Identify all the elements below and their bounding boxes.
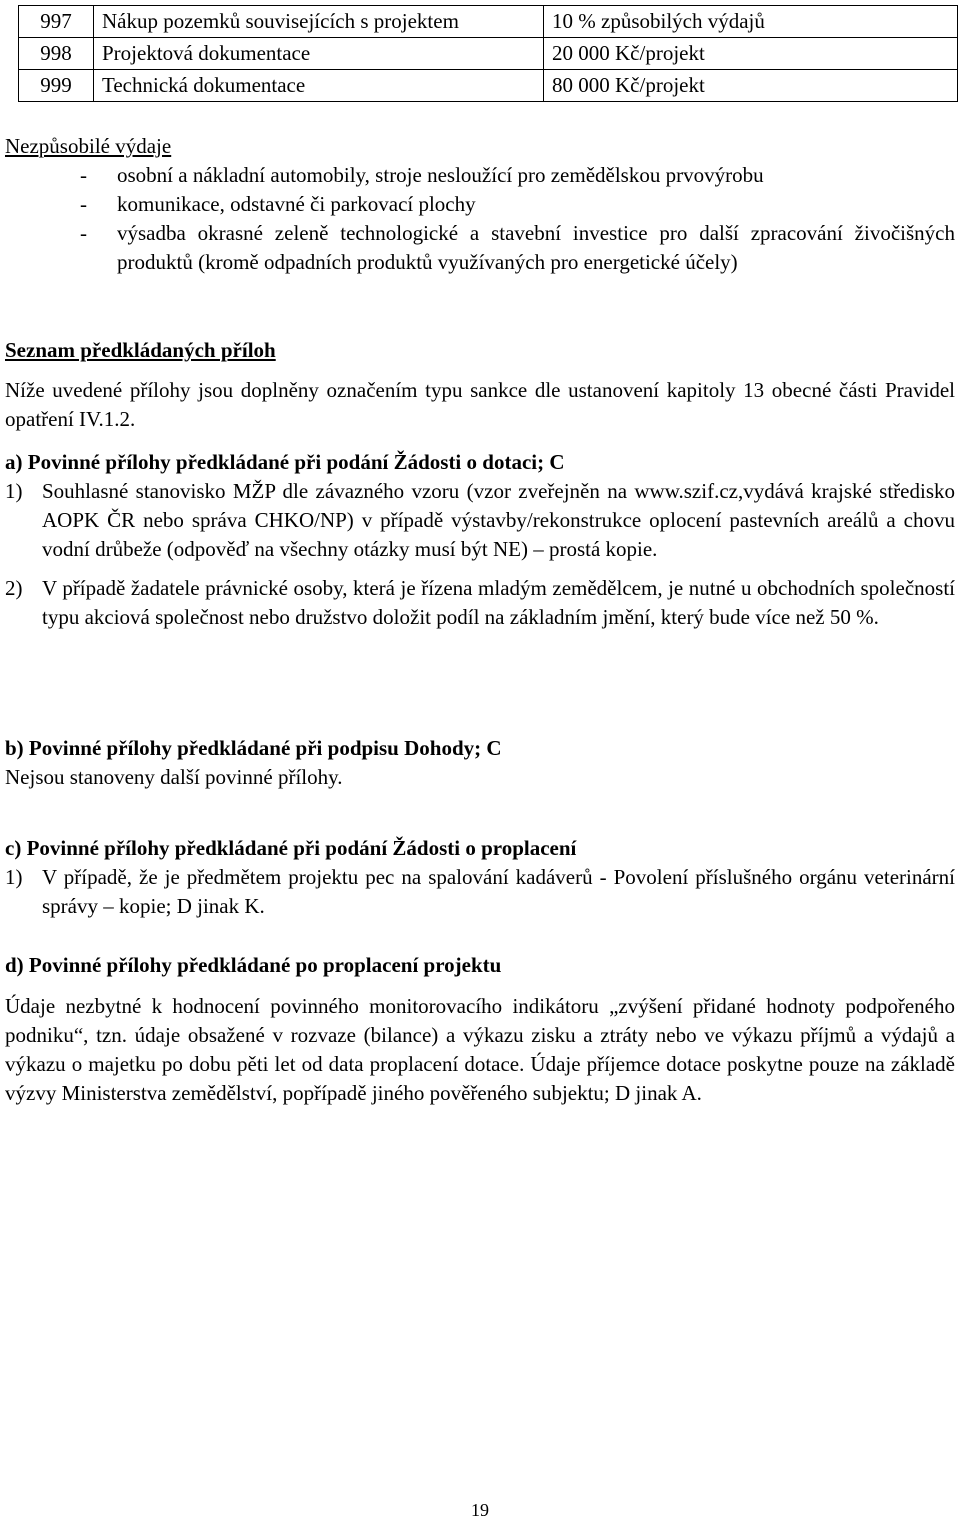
name-cell: Projektová dokumentace: [94, 38, 544, 70]
item-number: 1): [5, 479, 23, 503]
item-text: V případě žadatele právnické osoby, která je řízena mladým zemědělcem, je nutné u obchodních společností typu akciová společnost nebo družstvo doložit podíl na základním jmění, který bude více než 50 %.: [42, 576, 955, 629]
attachments-heading: Seznam předkládaných příloh: [5, 338, 276, 362]
name-cell: Technická dokumentace: [94, 70, 544, 102]
section-b: [5, 734, 955, 792]
section-c: [5, 834, 955, 921]
ineligible-section: [5, 132, 955, 277]
name-cell: Nákup pozemků souvisejících s projektem: [94, 6, 544, 38]
item-text: V případě, že je předmětem projektu pec na spalování kadáverů - Povolení příslušného orgánu veterinární správy – kopie; D jinak K.: [42, 865, 955, 918]
item-text: Souhlasné stanovisko MŽP dle závazného vzoru (vzor zveřejněn na www.szif.cz,vydává krajské středisko AOPK ČR nebo správa CHKO/NP) v případě výstavby/rekonstrukce oplocení pastevních areálů a chovu vodní drůbeže (odpověď na všechny otázky musí být NE) – prostá kopie.: [42, 479, 955, 561]
list-item-text: komunikace, odstavné či parkovací plochy: [117, 192, 476, 216]
list-item-text: výsadba okrasné zeleně technologické a stavební investice pro další zpracování živočišných produktů (kromě odpadních produktů využívaných pro energetické účely): [117, 221, 955, 274]
ineligible-list: [5, 161, 955, 277]
list-item: - komunikace, odstavné či parkovací plochy: [80, 192, 476, 216]
item-number: 1): [5, 865, 23, 889]
expense-code-table: [18, 5, 958, 102]
table-row: [19, 70, 958, 102]
page-number: 19: [471, 1500, 489, 1520]
amount-cell: 10 % způsobilých výdajů: [544, 6, 958, 38]
code-cell: 998: [19, 38, 94, 70]
section-d-title: d) Povinné přílohy předkládané po proplacení projektu: [5, 953, 502, 977]
attachments-intro: Níže uvedené přílohy jsou doplněny označením typu sankce dle ustanovení kapitoly 13 obecné části Pravidel opatření IV.1.2.: [5, 378, 955, 431]
section-b-title: b) Povinné přílohy předkládané při podpisu Dohody; C: [5, 736, 502, 760]
code-cell: 997: [19, 6, 94, 38]
list-item: [5, 863, 955, 921]
amount-cell: 80 000 Kč/projekt: [544, 70, 958, 102]
ineligible-heading: Nezpůsobilé výdaje: [5, 134, 172, 158]
table-row: [19, 38, 958, 70]
code-cell: 999: [19, 70, 94, 102]
attachments-section: [5, 336, 955, 365]
item-number: 2): [5, 576, 23, 600]
section-d-text: Údaje nezbytné k hodnocení povinného monitorovacího indikátoru „zvýšení přidané hodnoty podpořeného podniku“, tzn. údaje obsažené v rozvaze (bilance) a výkazu zisku a ztráty nebo ve výkazu příjmů a výdajů a výkazu o majetku po dobu pěti let od data proplacení dotace. Údaje příjemce dotace poskytne pouze na základě výzvy Ministerstva zemědělství, popřípadě jiného pověřeného subjektu; D jinak A.: [5, 994, 955, 1105]
list-item: - osobní a nákladní automobily, stroje nesloužící pro zemědělskou prvovýrobu: [80, 163, 764, 187]
section-b-text: Nejsou stanoveny další povinné přílohy.: [5, 765, 343, 789]
list-item-text: osobní a nákladní automobily, stroje nesloužící pro zemědělskou prvovýrobu: [117, 163, 764, 187]
list-item: - výsadba okrasné zeleně technologické a stavební investice pro další zpracování živočišných produktů (kromě odpadních produktů využívaných pro energetické účely): [80, 221, 955, 274]
table-row: [19, 6, 958, 38]
section-a-title: a) Povinné přílohy předkládané při podání Žádosti o dotaci; C: [5, 450, 565, 474]
amount-cell: 20 000 Kč/projekt: [544, 38, 958, 70]
section-d: [5, 951, 955, 1108]
section-c-title: c) Povinné přílohy předkládané při podání Žádosti o proplacení: [5, 836, 577, 860]
list-item: [5, 574, 955, 632]
list-item: [5, 477, 955, 564]
section-a: [5, 448, 955, 632]
